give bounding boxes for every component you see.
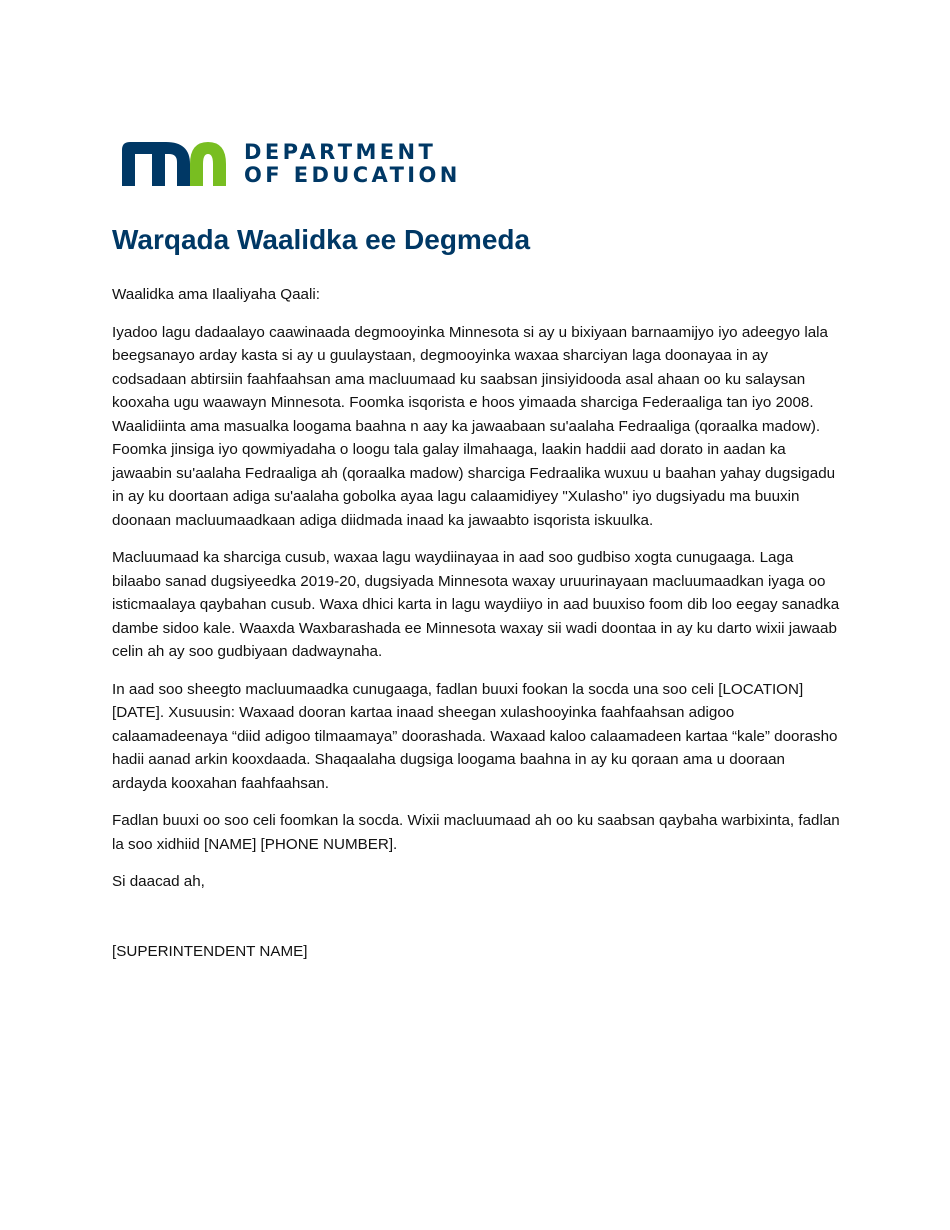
mde-logo (120, 140, 461, 188)
signature: [SUPERINTENDENT NAME] (112, 942, 308, 960)
closing: Si daacad ah, (112, 873, 205, 890)
logo-line-2: OF EDUCATION (244, 163, 461, 187)
mn-state-logo-icon (120, 140, 228, 188)
logo-line-1: DEPARTMENT (244, 140, 437, 164)
page-title: Warqada Waalidka ee Degmeda (112, 224, 531, 255)
logo-wordmark (244, 141, 461, 187)
paragraph-4: Fadlan buuxi oo soo celi foomkan la socda. Wixii macluumaad ah oo ku saabsan qaybaha warbixinta, fadlan la soo xidhiid [NAME] [PHONE NUMBER]. (112, 812, 840, 853)
paragraph-3: In aad soo sheegto macluumaadka cunugaaga, fadlan buuxi fookan la socda una soo celi [LOCATION] [DATE]. Xusuusin: Waxaad dooran kartaa inaad sheegan xulashooyinka faahfaahsan adigoo calaamadeenaya “diid adigoo tilmaamaya” doorashada. Waxaad kaloo calaamadeen kartaa “kale” doorasho hadii aanad arkin kooxdaada. Shaqaalaha dugsiga loogama baahna in ay ku qoraan ama u dooraan ardayda kooxahan faahfaahsan. (112, 680, 838, 792)
paragraph-2: Macluumaad ka sharciga cusub, waxaa lagu waydiinayaa in aad soo gudbiso xogta cunugaaga. Laga bilaabo sanad dugsiyeedka 2019-20, dugsiyada Minnesota waxay uruurinayaan macluumaadkan iyaga oo isticmaalaya qaybahan cusub. Waxa dhici karta in lagu waydiiyo in aad buuxiso foom dib loo eegay sanadka dambe sidoo kale. Waaxda Waxbarashada ee Minnesota waxay sii wadi doontaa in ay ku darto wixii jawaab celin ah ay soo gudbiyaan dadwaynaha. (112, 549, 840, 660)
paragraph-1: Iyadoo lagu dadaalayo caawinaada degmooyinka Minnesota si ay u bixiyaan barnaamijyo iyo adeegyo lala beegsanayo arday kasta si ay u guulaystaan, degmooyinka waxaa sharciyan laga doonayaa in ay codsadaan abtirsiin faahfaahsan ama macluumaad ku saabsan jinsiyidooda asal ahaan oo ku salaysan kooxaha ugu waawayn Minnesota. Foomka isqorista e hoos yimaada sharciga Federaaliga tan iyo 2008. Waalidiinta ama masualka loogama baahna n aay ka jawaabaan su'aalaha Fedraaliga (qoraalka madow). Foomka jinsiga iyo qowmiyadaha o loogu tala galay ilmahaaga, laakin haddii aad dorato in aadan ka jawaabin su'aalaha Fedraaliga ah (qoraalka madow) sharciga Fedraalika wuxuu u baahan yahay dugsigadu in ay ku doortaan adiga su'aalaha gobolka ayaa lagu calaamidiyey "Xulasho" iyo dugsiyadu ma buuxin doonaan macluumaadkaan adiga diidmada inaad ka jawaabto isqorista iskuulka. (112, 323, 836, 529)
letter-body (112, 283, 840, 977)
salutation: Waalidka ama Ilaaliyaha Qaali: (112, 286, 320, 303)
